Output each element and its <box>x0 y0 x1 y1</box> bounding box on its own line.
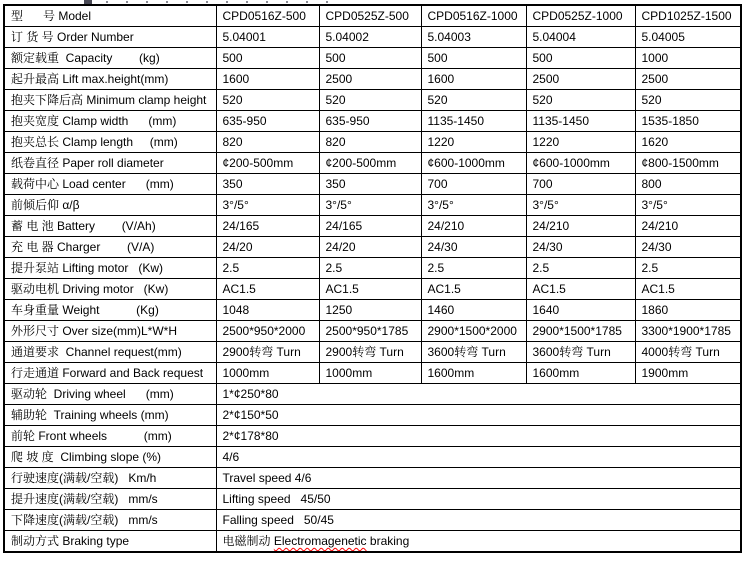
cell-value: 2.5 <box>635 258 741 279</box>
row-label: 通道要求 Channel request(mm) <box>4 342 216 363</box>
row-label: 辅助轮 Training wheels (mm) <box>4 405 216 426</box>
cell-value: 1600mm <box>526 363 635 384</box>
cell-value: ¢600-1000mm <box>526 153 635 174</box>
row-label: 抱夹下降后高 Minimum clamp height <box>4 90 216 111</box>
cell-value: 3°/5° <box>526 195 635 216</box>
cell-value: 1135-1450 <box>526 111 635 132</box>
row-label: 起升最高 Lift max.height(mm) <box>4 69 216 90</box>
table-row-braking-type <box>4 531 741 553</box>
table-row-min-clamp-height <box>4 90 741 111</box>
row-label: 提升速度(满载/空载) mm/s <box>4 489 216 510</box>
row-label: 爬 坡 度 Climbing slope (%) <box>4 447 216 468</box>
cell-value: 4000转弯 Turn <box>635 342 741 363</box>
cell-value: 5.04001 <box>216 27 319 48</box>
cell-value: ¢200-500mm <box>216 153 319 174</box>
row-label: 行驶速度(满载/空载) Km/h <box>4 468 216 489</box>
cell-value: 1000mm <box>319 363 421 384</box>
cell-value: 1460 <box>421 300 526 321</box>
cell-value: 5.04003 <box>421 27 526 48</box>
row-label: 订 货 号 Order Number <box>4 27 216 48</box>
cell-value: 3°/5° <box>216 195 319 216</box>
cell-value: 24/210 <box>421 216 526 237</box>
table-row-clamp-width <box>4 111 741 132</box>
table-row-channel-request <box>4 342 741 363</box>
cell-value: ¢200-500mm <box>319 153 421 174</box>
cell-value: 800 <box>635 174 741 195</box>
cell-value: 635-950 <box>319 111 421 132</box>
cell-value: 1600 <box>216 69 319 90</box>
crop-artifact-ticks <box>106 1 336 3</box>
row-label: 纸卷直径 Paper roll diameter <box>4 153 216 174</box>
cell-value: 1535-1850 <box>635 111 741 132</box>
cell-value: 24/30 <box>421 237 526 258</box>
model-header: CPD0516Z-500 <box>216 5 319 27</box>
cell-value: ¢800-1500mm <box>635 153 741 174</box>
header-row <box>4 5 741 27</box>
cell-value: 1048 <box>216 300 319 321</box>
braking-value-rest: braking <box>366 534 410 548</box>
table-row-driving-wheel <box>4 384 741 405</box>
cell-value: 1000 <box>635 48 741 69</box>
row-label: 载荷中心 Load center (mm) <box>4 174 216 195</box>
table-row-lift-height <box>4 69 741 90</box>
cell-value: 520 <box>216 90 319 111</box>
cell-value: 2.5 <box>526 258 635 279</box>
cell-value: 24/210 <box>526 216 635 237</box>
cell-value: 1600mm <box>421 363 526 384</box>
table-row-falling-speed <box>4 510 741 531</box>
row-label: 驱动电机 Driving motor (Kw) <box>4 279 216 300</box>
cell-value: 24/20 <box>319 237 421 258</box>
cell-value: 2500*950*1785 <box>319 321 421 342</box>
cell-value: 635-950 <box>216 111 319 132</box>
cell-value: 1600 <box>421 69 526 90</box>
cell-value: 24/30 <box>526 237 635 258</box>
table-row-driving-motor <box>4 279 741 300</box>
table-row-load-center <box>4 174 741 195</box>
table-row-battery <box>4 216 741 237</box>
cell-value: 5.04002 <box>319 27 421 48</box>
cell-value: 2900*1500*1785 <box>526 321 635 342</box>
cell-value: 5.04005 <box>635 27 741 48</box>
table-row-weight <box>4 300 741 321</box>
cell-value: 24/210 <box>635 216 741 237</box>
cell-value: 500 <box>526 48 635 69</box>
cell-value: 2500*950*2000 <box>216 321 319 342</box>
cell-value-spanned: 2*¢178*80 <box>216 426 741 447</box>
cell-value-spanned <box>216 531 741 553</box>
table-row-capacity <box>4 48 741 69</box>
row-label: 提升泵站 Lifting motor (Kw) <box>4 258 216 279</box>
table-row-climbing-slope <box>4 447 741 468</box>
row-label: 驱动轮 Driving wheel (mm) <box>4 384 216 405</box>
model-header: CPD0525Z-1000 <box>526 5 635 27</box>
braking-value-cn: 电磁制动 <box>222 534 274 548</box>
cell-value: 2900转弯 Turn <box>216 342 319 363</box>
cell-value: 1860 <box>635 300 741 321</box>
cell-value: 500 <box>216 48 319 69</box>
cell-value: 1640 <box>526 300 635 321</box>
cell-value: 820 <box>319 132 421 153</box>
cell-value: 820 <box>216 132 319 153</box>
row-label: 行走通道 Forward and Back request <box>4 363 216 384</box>
cell-value-spanned: Travel speed 4/6 <box>216 468 741 489</box>
cell-value: AC1.5 <box>216 279 319 300</box>
row-label: 抱夹宽度 Clamp width (mm) <box>4 111 216 132</box>
cell-value: 700 <box>421 174 526 195</box>
cell-value: 500 <box>319 48 421 69</box>
cell-value: 2500 <box>635 69 741 90</box>
cell-value: 500 <box>421 48 526 69</box>
cell-value: 5.04004 <box>526 27 635 48</box>
cell-value: 520 <box>319 90 421 111</box>
model-header: CPD0525Z-500 <box>319 5 421 27</box>
cell-value: 24/30 <box>635 237 741 258</box>
cell-value: 1620 <box>635 132 741 153</box>
cell-value: ¢600-1000mm <box>421 153 526 174</box>
spec-table <box>3 4 742 553</box>
cell-value: AC1.5 <box>421 279 526 300</box>
cell-value: 350 <box>319 174 421 195</box>
cell-value: 3°/5° <box>319 195 421 216</box>
cell-value: 350 <box>216 174 319 195</box>
cell-value: 3°/5° <box>421 195 526 216</box>
cell-value: 520 <box>526 90 635 111</box>
cell-value: 2.5 <box>216 258 319 279</box>
row-label-model: 型 号 Model <box>4 5 216 27</box>
table-row-front-wheels <box>4 426 741 447</box>
table-row-charger <box>4 237 741 258</box>
cell-value: 24/20 <box>216 237 319 258</box>
cell-value: 3300*1900*1785 <box>635 321 741 342</box>
cell-value: 2900*1500*2000 <box>421 321 526 342</box>
cell-value: AC1.5 <box>635 279 741 300</box>
row-label: 额定载重 Capacity (kg) <box>4 48 216 69</box>
table-row-order-number <box>4 27 741 48</box>
table-row-forward-back-request <box>4 363 741 384</box>
table-row-training-wheels <box>4 405 741 426</box>
cell-value: 3600转弯 Turn <box>526 342 635 363</box>
cell-value: 1900mm <box>635 363 741 384</box>
cell-value: 1220 <box>526 132 635 153</box>
cell-value: 520 <box>421 90 526 111</box>
model-header: CPD0516Z-1000 <box>421 5 526 27</box>
cell-value: 3°/5° <box>635 195 741 216</box>
cell-value: 2500 <box>526 69 635 90</box>
row-label: 下降速度(满载/空载) mm/s <box>4 510 216 531</box>
model-header: CPD1025Z-1500 <box>635 5 741 27</box>
cell-value: 1250 <box>319 300 421 321</box>
cell-value: 3600转弯 Turn <box>421 342 526 363</box>
cell-value: 2.5 <box>319 258 421 279</box>
cell-value-spanned: 1*¢250*80 <box>216 384 741 405</box>
cell-value: 2.5 <box>421 258 526 279</box>
cell-value: AC1.5 <box>526 279 635 300</box>
cell-value: 1135-1450 <box>421 111 526 132</box>
row-label: 外形尺寸 Over size(mm)L*W*H <box>4 321 216 342</box>
table-row-paper-roll-diameter <box>4 153 741 174</box>
table-row-lifting-motor <box>4 258 741 279</box>
table-row-lifting-speed <box>4 489 741 510</box>
table-row-over-size <box>4 321 741 342</box>
cell-value: 1000mm <box>216 363 319 384</box>
cell-value: 1220 <box>421 132 526 153</box>
cell-value: 24/165 <box>216 216 319 237</box>
table-row-clamp-length <box>4 132 741 153</box>
row-label: 抱夹总长 Clamp length (mm) <box>4 132 216 153</box>
cell-value-spanned: 4/6 <box>216 447 741 468</box>
row-label: 前倾后仰 α/β <box>4 195 216 216</box>
row-label: 车身重量 Weight (Kg) <box>4 300 216 321</box>
cell-value: 2900转弯 Turn <box>319 342 421 363</box>
row-label: 制动方式 Braking type <box>4 531 216 553</box>
cell-value-spanned: Lifting speed 45/50 <box>216 489 741 510</box>
row-label: 充 电 器 Charger (V/A) <box>4 237 216 258</box>
cell-value-spanned: Falling speed 50/45 <box>216 510 741 531</box>
cell-value: AC1.5 <box>319 279 421 300</box>
cell-value: 700 <box>526 174 635 195</box>
row-label: 蓄 电 池 Battery (V/Ah) <box>4 216 216 237</box>
cell-value: 2500 <box>319 69 421 90</box>
cell-value-spanned: 2*¢150*50 <box>216 405 741 426</box>
table-row-tilt-angles <box>4 195 741 216</box>
braking-value-misspelled: Electromagenetic <box>273 534 367 548</box>
cell-value: 520 <box>635 90 741 111</box>
row-label: 前轮 Front wheels (mm) <box>4 426 216 447</box>
cell-value: 24/165 <box>319 216 421 237</box>
table-row-travel-speed <box>4 468 741 489</box>
